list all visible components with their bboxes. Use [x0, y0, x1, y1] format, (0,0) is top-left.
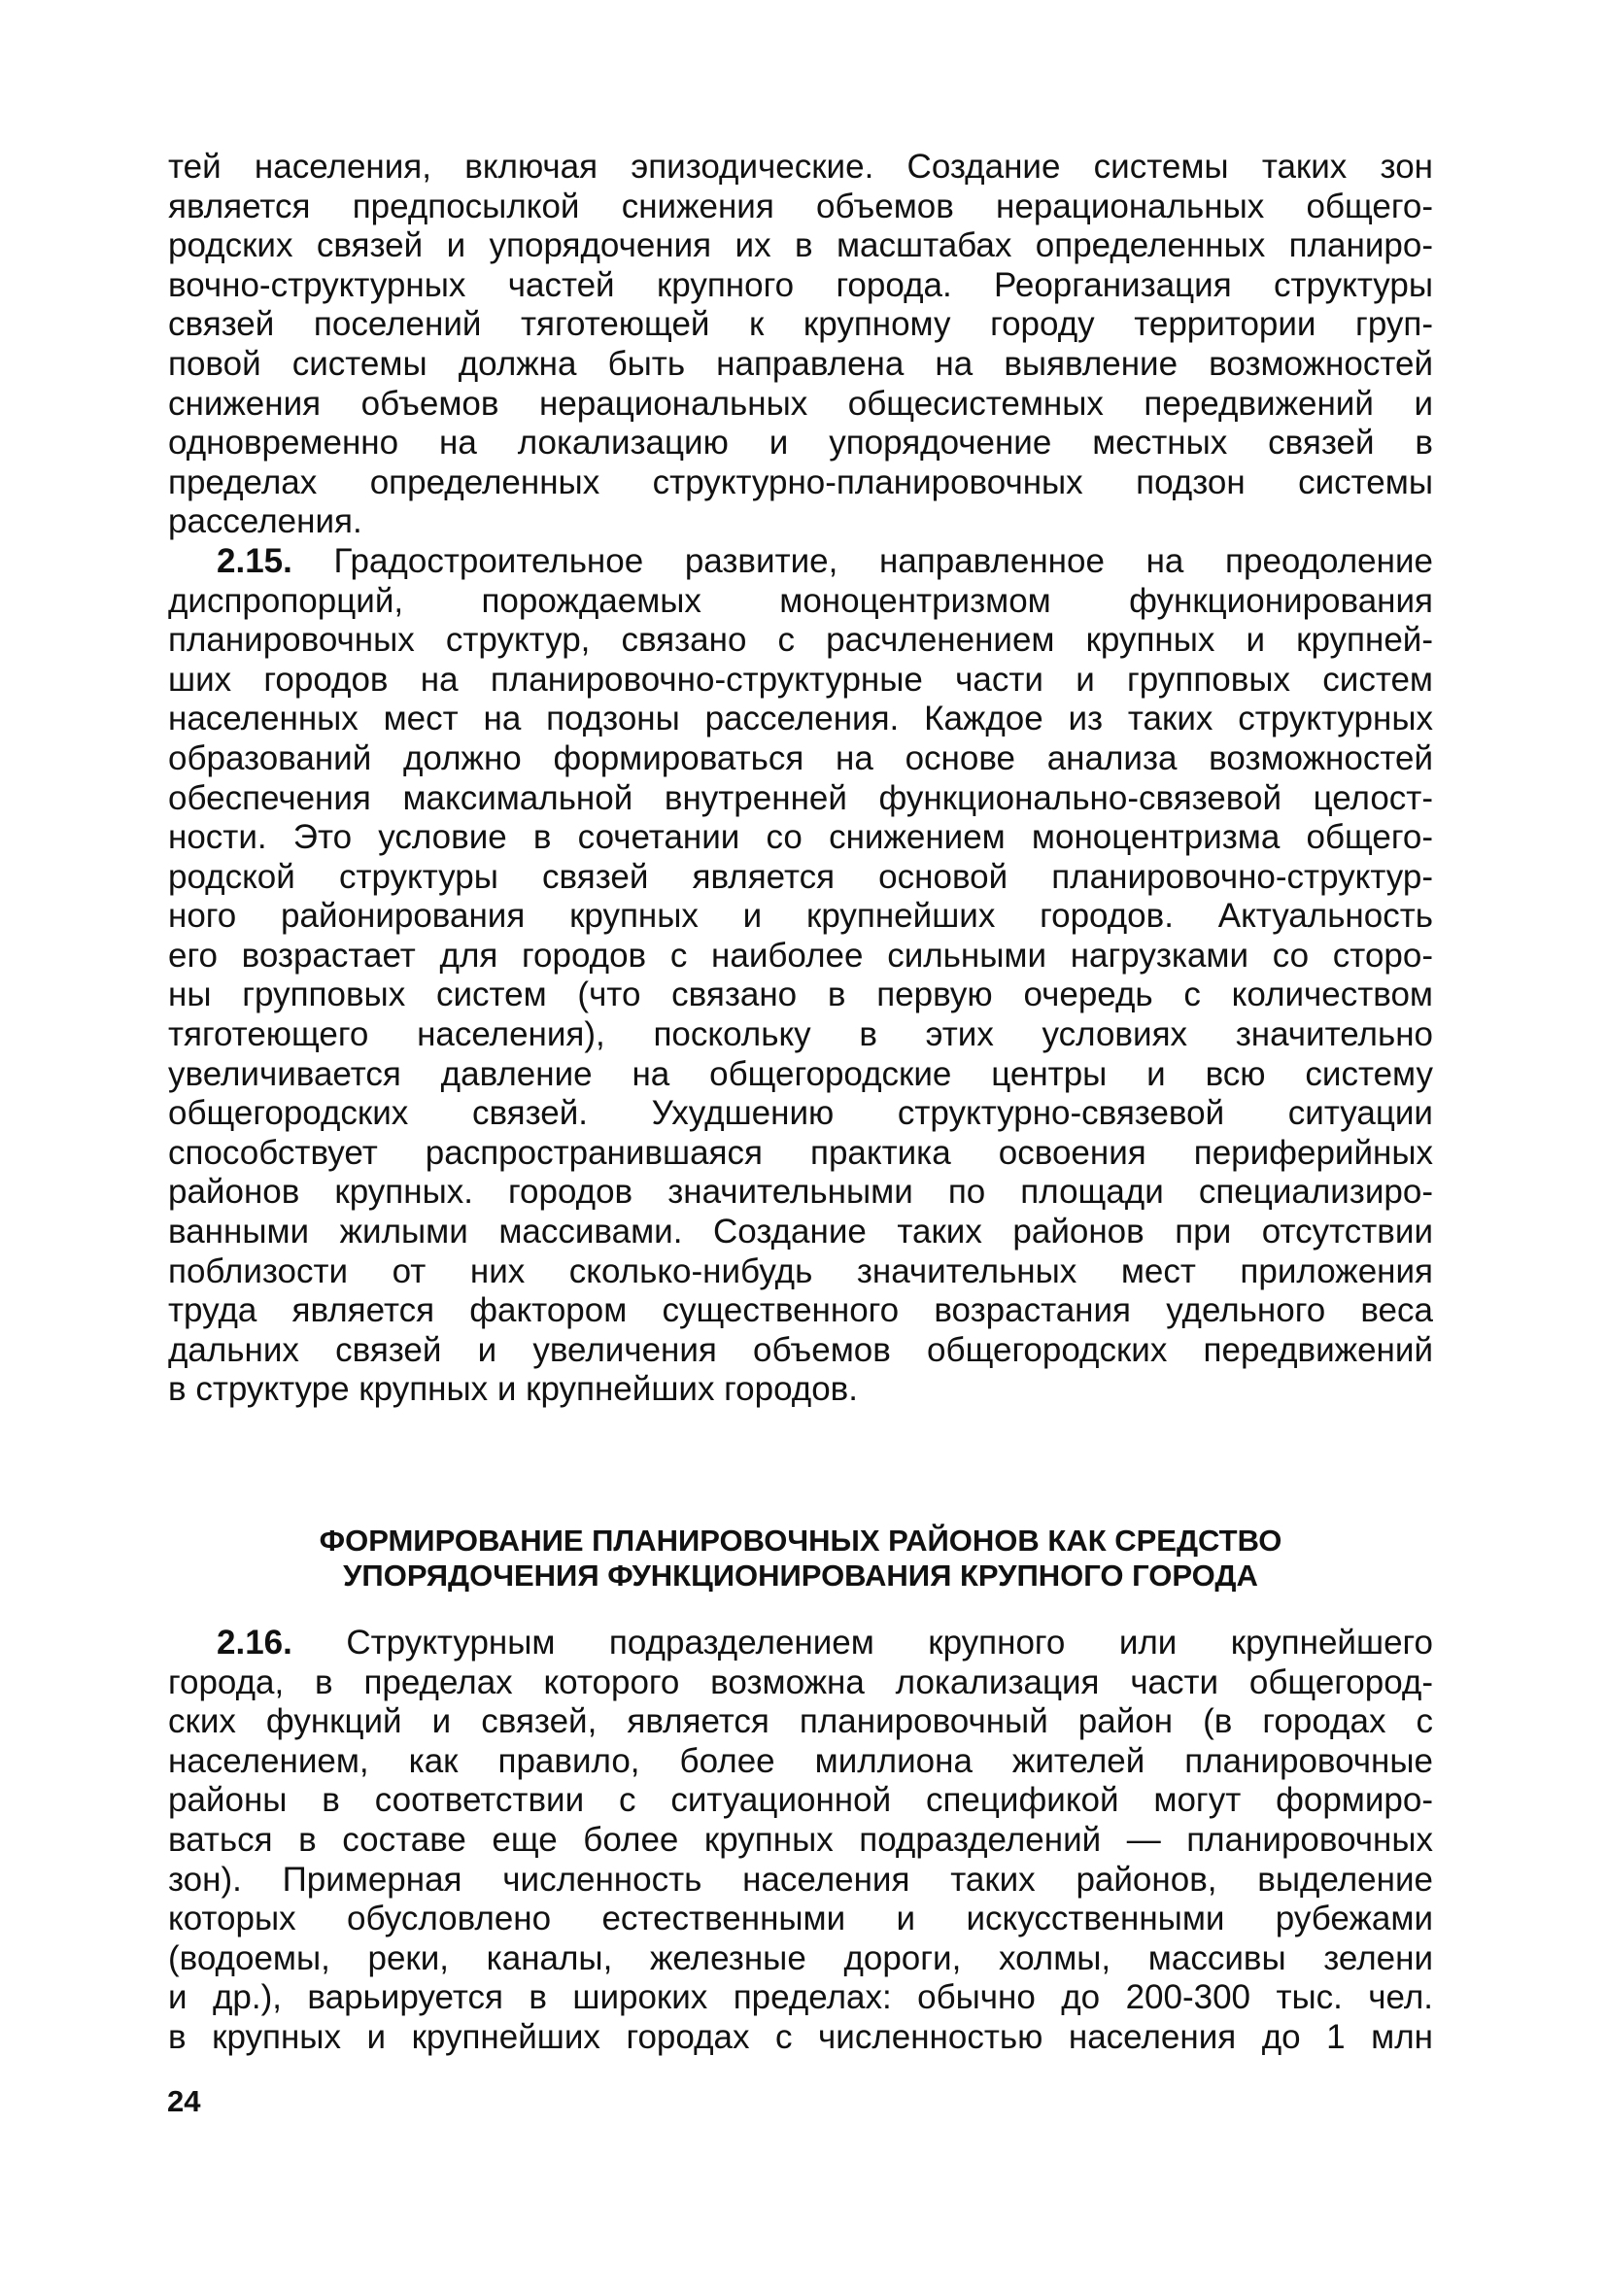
text-line: диспропорций, порождаемых моноцентризмом функционирования [168, 581, 1433, 620]
text-line: связей поселений тяготеющей к крупному городу территории груп- [168, 305, 1433, 344]
text-line: снижения объемов нерациональных общесистемных передвижений и [168, 384, 1433, 423]
body-text-section-2-16 [168, 1624, 1433, 2058]
section-number: 2.16. [217, 1624, 292, 1662]
text-line: планировочных структур, связано с расчленением крупных и крупней- [168, 621, 1433, 660]
text-line: зон). Примерная численность населения таких районов, выделение [168, 1860, 1433, 1899]
text-line: одновременно на локализацию и упорядочение местных связей в [168, 424, 1433, 463]
text-line: труда является фактором существенного возрастания удельного веса [168, 1291, 1433, 1330]
text-line: ванными жилыми массивами. Создание таких районов при отсутствии [168, 1213, 1433, 1251]
text-line: которых обусловлено естественными и искусственными рубежами [168, 1900, 1433, 1938]
text-line: тяготеющего населения), поскольку в этих условиях значительно [168, 1015, 1433, 1054]
text-line: вочно-структурных частей крупного города. Реорганизация структуры [168, 265, 1433, 304]
text-line: способствует распространившаяся практика освоения периферийных [168, 1133, 1433, 1172]
text-line: районов крупных. городов значительными по площади специализиро- [168, 1173, 1433, 1212]
text-line: города, в пределах которого возможна локализация части общегород- [168, 1662, 1433, 1701]
section-2-16-first-line [168, 1624, 1433, 1663]
section-number: 2.15. [217, 541, 292, 580]
section-2-15-first-line [168, 542, 1433, 582]
text-line: ших городов на планировочно-структурные части и групповых систем [168, 660, 1433, 699]
text-line: в крупных и крупнейших городах с численностью населения до 1 млн [168, 2017, 1433, 2056]
text-line: увеличивается давление на общегородские центры и всю систему [168, 1054, 1433, 1093]
heading-line-1: ФОРМИРОВАНИЕ ПЛАНИРОВОЧНЫХ РАЙОНОВ КАК СРЕДСТВО [319, 1524, 1282, 1558]
text-line: населением, как правило, более миллиона жителей планировочные [168, 1741, 1433, 1780]
page-number: 24 [167, 2084, 201, 2118]
text-line: родских связей и упорядочения их в масштабах определенных планиро- [168, 226, 1433, 265]
text-line: родской структуры связей является основой планировочно-структур- [168, 857, 1433, 896]
text-line: поблизости от них сколько-нибудь значительных мест приложения [168, 1251, 1433, 1290]
text-line: населенных мест на подзоны расселения. Каждое из таких структурных [168, 700, 1433, 738]
text-line: повой системы должна быть направлена на выявление возможностей [168, 344, 1433, 383]
text-line: (водоемы, реки, каналы, железные дороги, холмы, массивы зелени [168, 1938, 1433, 1977]
text-line: ного районирования крупных и крупнейших городов. Актуальность [168, 897, 1433, 936]
text-line: обеспечения максимальной внутренней функционально-связевой целост- [168, 778, 1433, 817]
body-text-section-2-14-continued [168, 148, 1433, 1410]
text-line: ваться в составе еще более крупных подразделений — планировочных [168, 1820, 1433, 1859]
text-line: ности. Это условие в сочетании со снижением моноцентризма общего- [168, 818, 1433, 857]
text-line: является предпосылкой снижения объемов нерациональных общего- [168, 187, 1433, 225]
section-heading [168, 1524, 1433, 1593]
text-fragment: Структурным подразделением крупного или крупнейшего [346, 1624, 1433, 1662]
text-line: районы в соответствии с ситуационной спецификой могут формиро- [168, 1781, 1433, 1820]
text-line: ны групповых систем (что связано в первую очередь с количеством [168, 976, 1433, 1014]
text-line: дальних связей и увеличения объемов общегородских передвижений [168, 1330, 1433, 1369]
text-fragment: Градостроительное развитие, направленное на преодоление [333, 541, 1433, 580]
text-line: его возрастает для городов с наиболее сильными нагрузками со сторо- [168, 936, 1433, 975]
text-line: и др.), варьируется в широких пределах: обычно до 200-300 тыс. чел. [168, 1978, 1433, 2017]
heading-line-2: УПОРЯДОЧЕНИЯ ФУНКЦИОНИРОВАНИЯ КРУПНОГО ГОРОДА [343, 1559, 1258, 1593]
text-line: в структуре крупных и крупнейших городов. [168, 1370, 858, 1409]
text-line: пределах определенных структурно-планировочных подзон системы [168, 463, 1433, 501]
text-line: ских функций и связей, является планировочный район (в городах с [168, 1702, 1433, 1741]
text-line: образований должно формироваться на основе анализа возможностей [168, 738, 1433, 777]
text-line: тей населения, включая эпизодические. Создание системы таких зон [168, 148, 1433, 186]
text-line: общегородских связей. Ухудшению структурно-связевой ситуации [168, 1094, 1433, 1133]
text-line: расселения. [168, 502, 362, 541]
